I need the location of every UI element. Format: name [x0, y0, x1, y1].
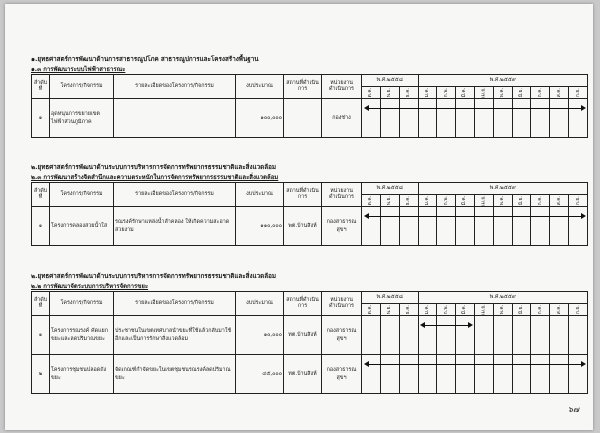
project-details: รณรงค์รักษาแหล่งน้ำลำคลอง ให้เกิดความสะอาดสวยงาม — [114, 207, 236, 246]
project-name: โครงการคลองสวยน้ำใส — [50, 207, 114, 246]
month-cell — [418, 207, 437, 246]
month-cell — [531, 207, 550, 246]
header-month: มี.ค. — [456, 87, 475, 99]
header-year-1: พ.ศ.๒๕๕๘ — [362, 183, 419, 195]
header-month: ส.ค. — [550, 195, 569, 207]
budget-amount: ๔๕,๐๐๐ — [236, 355, 284, 394]
month-cell — [456, 316, 475, 355]
responsible-agency: กองสาธารณสุขฯ — [322, 316, 362, 355]
header-month: พ.ค. — [493, 304, 512, 316]
header-project: โครงการ/กิจกรรม — [50, 183, 114, 207]
month-cell — [380, 207, 399, 246]
project-details: ประชาชนในเขตเทศบาลนำขยะที่ใช้แล้วกลับมาใช้อีกและเป็นการรักษาสิ่งแวดล้อม — [114, 316, 236, 355]
responsible-agency: กองช่าง — [322, 99, 362, 138]
budget-amount: ๑๐,๐๐๐ — [236, 316, 284, 355]
month-cell — [380, 99, 399, 138]
plan-table-3 — [31, 291, 588, 394]
month-cell — [569, 355, 588, 394]
header-month: ต.ค. — [362, 87, 381, 99]
header-month: เม.ย. — [475, 87, 494, 99]
header-budget: งบประมาณ — [236, 183, 284, 207]
header-month: มี.ค. — [456, 195, 475, 207]
header-year-2: พ.ศ.๒๕๕๙ — [418, 183, 588, 195]
header-month: พ.ย. — [380, 304, 399, 316]
header-year-1: พ.ศ.๒๕๕๘ — [362, 292, 419, 304]
header-month: มิ.ย. — [512, 304, 531, 316]
header-no: ลำดับที่ — [32, 292, 50, 316]
header-month: ม.ค. — [418, 87, 437, 99]
page-number: ๖๗ — [567, 405, 579, 414]
table-row — [32, 355, 588, 394]
row-number: ๑ — [32, 316, 50, 355]
month-cell — [437, 207, 456, 246]
location: ทต.บ้านสิงห์ — [284, 316, 322, 355]
header-agency: หน่วยงานดำเนินการ — [322, 292, 362, 316]
header-month: ธ.ค. — [399, 87, 418, 99]
header-month: ส.ค. — [550, 304, 569, 316]
header-month: ก.พ. — [437, 87, 456, 99]
month-cell — [418, 355, 437, 394]
header-agency: หน่วยงานดำเนินการ — [322, 75, 362, 99]
header-month: พ.ย. — [380, 195, 399, 207]
month-cell — [380, 316, 399, 355]
month-cell — [399, 316, 418, 355]
header-month: ธ.ค. — [399, 195, 418, 207]
month-cell — [399, 99, 418, 138]
header-year-1: พ.ศ.๒๕๕๘ — [362, 75, 419, 87]
header-month: เม.ย. — [475, 195, 494, 207]
header-month: พ.ย. — [380, 87, 399, 99]
header-no: ลำดับที่ — [32, 183, 50, 207]
header-project: โครงการ/กิจกรรม — [50, 292, 114, 316]
month-cell — [456, 355, 475, 394]
header-month: ก.ค. — [531, 195, 550, 207]
month-cell — [569, 99, 588, 138]
header-details: รายละเอียดของโครงการ/กิจกรรม — [114, 75, 236, 99]
section-2-heading: ๒.ยุทธศาสตร์การพัฒนาด้านระบบการบริหารการจัดการทรัพยากรธรรมชาติและสิ่งแวดล้อม — [31, 164, 277, 171]
month-cell — [531, 316, 550, 355]
header-month: ก.ย. — [569, 195, 588, 207]
month-cell — [380, 355, 399, 394]
row-number: ๑ — [32, 99, 50, 138]
location: พต.บ้านสิงห์ — [284, 207, 322, 246]
month-cell — [512, 99, 531, 138]
project-details — [114, 99, 236, 138]
header-month: ม.ค. — [418, 195, 437, 207]
location: ทต.บ้านสิงห์ — [284, 355, 322, 394]
table-row — [32, 316, 588, 355]
month-cell — [493, 355, 512, 394]
header-project: โครงการ/กิจกรรม — [50, 75, 114, 99]
plan-table-1 — [31, 74, 588, 138]
budget-amount: ๑๑๐,๐๐๐ — [236, 207, 284, 246]
header-month: ก.ย. — [569, 87, 588, 99]
month-cell — [437, 99, 456, 138]
header-month: ต.ค. — [362, 304, 381, 316]
month-cell — [418, 99, 437, 138]
table-row — [32, 207, 588, 246]
header-details: รายละเอียดของโครงการ/กิจกรรม — [114, 292, 236, 316]
month-cell — [512, 355, 531, 394]
header-month: ต.ค. — [362, 195, 381, 207]
header-month: มิ.ย. — [512, 195, 531, 207]
month-cell — [493, 99, 512, 138]
table-row — [32, 99, 588, 138]
project-details: จัดเกณฑ์กำจัดขยะในเขตชุมชนรณรงค์ลดปริมาณขยะ — [114, 355, 236, 394]
month-cell — [437, 316, 456, 355]
month-cell — [362, 355, 381, 394]
section-1-subheading: ๑.๓ การพัฒนาระบบไฟฟ้าสาธารณะ — [31, 66, 126, 73]
month-cell — [475, 207, 494, 246]
month-cell — [550, 316, 569, 355]
month-cell — [399, 355, 418, 394]
month-cell — [569, 207, 588, 246]
month-cell — [493, 316, 512, 355]
header-month: ส.ค. — [550, 87, 569, 99]
section-2-subheading: ๒.๓ การพัฒนาสร้างจิตสำนึกและความตระหนักในการจัดการทรัพยากรธรรมชาติและสิ่งแวดล้อม — [31, 174, 279, 181]
month-cell — [550, 355, 569, 394]
month-cell — [399, 207, 418, 246]
document-page — [5, 4, 593, 430]
month-cell — [475, 316, 494, 355]
month-cell — [362, 207, 381, 246]
header-month: ก.พ. — [437, 304, 456, 316]
header-month: ก.ย. — [569, 304, 588, 316]
header-month: มี.ค. — [456, 304, 475, 316]
month-cell — [456, 207, 475, 246]
header-month: เม.ย. — [475, 304, 494, 316]
header-year-2: พ.ศ.๒๕๕๙ — [418, 75, 588, 87]
header-month: พ.ค. — [493, 195, 512, 207]
section-3-heading: ๒.ยุทธศาสตร์การพัฒนาด้านระบบการบริหารการจัดการทรัพยากรธรรมชาติและสิ่งแวดล้อม — [31, 273, 277, 280]
month-cell — [362, 316, 381, 355]
month-cell — [550, 207, 569, 246]
header-month: ก.ค. — [531, 304, 550, 316]
month-cell — [456, 99, 475, 138]
month-cell — [512, 316, 531, 355]
month-cell — [550, 99, 569, 138]
header-location: สถานที่ดำเนินการ — [284, 292, 322, 316]
header-month: พ.ค. — [493, 87, 512, 99]
header-month: ม.ค. — [418, 304, 437, 316]
header-no: ลำดับที่ — [32, 75, 50, 99]
header-details: รายละเอียดของโครงการ/กิจกรรม — [114, 183, 236, 207]
month-cell — [569, 316, 588, 355]
month-cell — [475, 355, 494, 394]
month-cell — [418, 316, 437, 355]
section-1-heading: ๑.ยุทธศาสตร์การพัฒนาด้านการสาธารณูปโภค สาธารณูปการและโครงสร้างพื้นฐาน — [31, 56, 259, 63]
project-name: โครงการชุมชนปลอดถังขยะ — [50, 355, 114, 394]
header-budget: งบประมาณ — [236, 292, 284, 316]
budget-amount: ๑๐๐,๐๐๐ — [236, 99, 284, 138]
section-3-subheading: ๒.๒ การพัฒนาจัดระบบการบริหารจัดการขยะ — [31, 283, 149, 290]
project-name: อุดหนุนการขยายเขตไฟฟ้าส่วนภูมิภาค — [50, 99, 114, 138]
month-cell — [493, 207, 512, 246]
month-cell — [437, 355, 456, 394]
header-budget: งบประมาณ — [236, 75, 284, 99]
location — [284, 99, 322, 138]
header-month: ธ.ค. — [399, 304, 418, 316]
month-cell — [475, 99, 494, 138]
month-cell — [512, 207, 531, 246]
header-month: มิ.ย. — [512, 87, 531, 99]
header-year-2: พ.ศ.๒๕๕๙ — [418, 292, 588, 304]
responsible-agency: กองสาธารณสุขฯ — [322, 207, 362, 246]
month-cell — [531, 355, 550, 394]
header-month: ก.ค. — [531, 87, 550, 99]
row-number: ๑ — [32, 207, 50, 246]
plan-table-2 — [31, 182, 588, 246]
header-month: ก.พ. — [437, 195, 456, 207]
month-cell — [362, 99, 381, 138]
project-name: โครงการรณรงค์ คัดแยกขยะและลดปริมาณขยะ — [50, 316, 114, 355]
header-location: สถานที่ดำเนินการ — [284, 75, 322, 99]
row-number: ๒ — [32, 355, 50, 394]
responsible-agency: กองสาธารณสุขฯ — [322, 355, 362, 394]
header-agency: หน่วยงานดำเนินการ — [322, 183, 362, 207]
month-cell — [531, 99, 550, 138]
header-location: สถานที่ดำเนินการ — [284, 183, 322, 207]
